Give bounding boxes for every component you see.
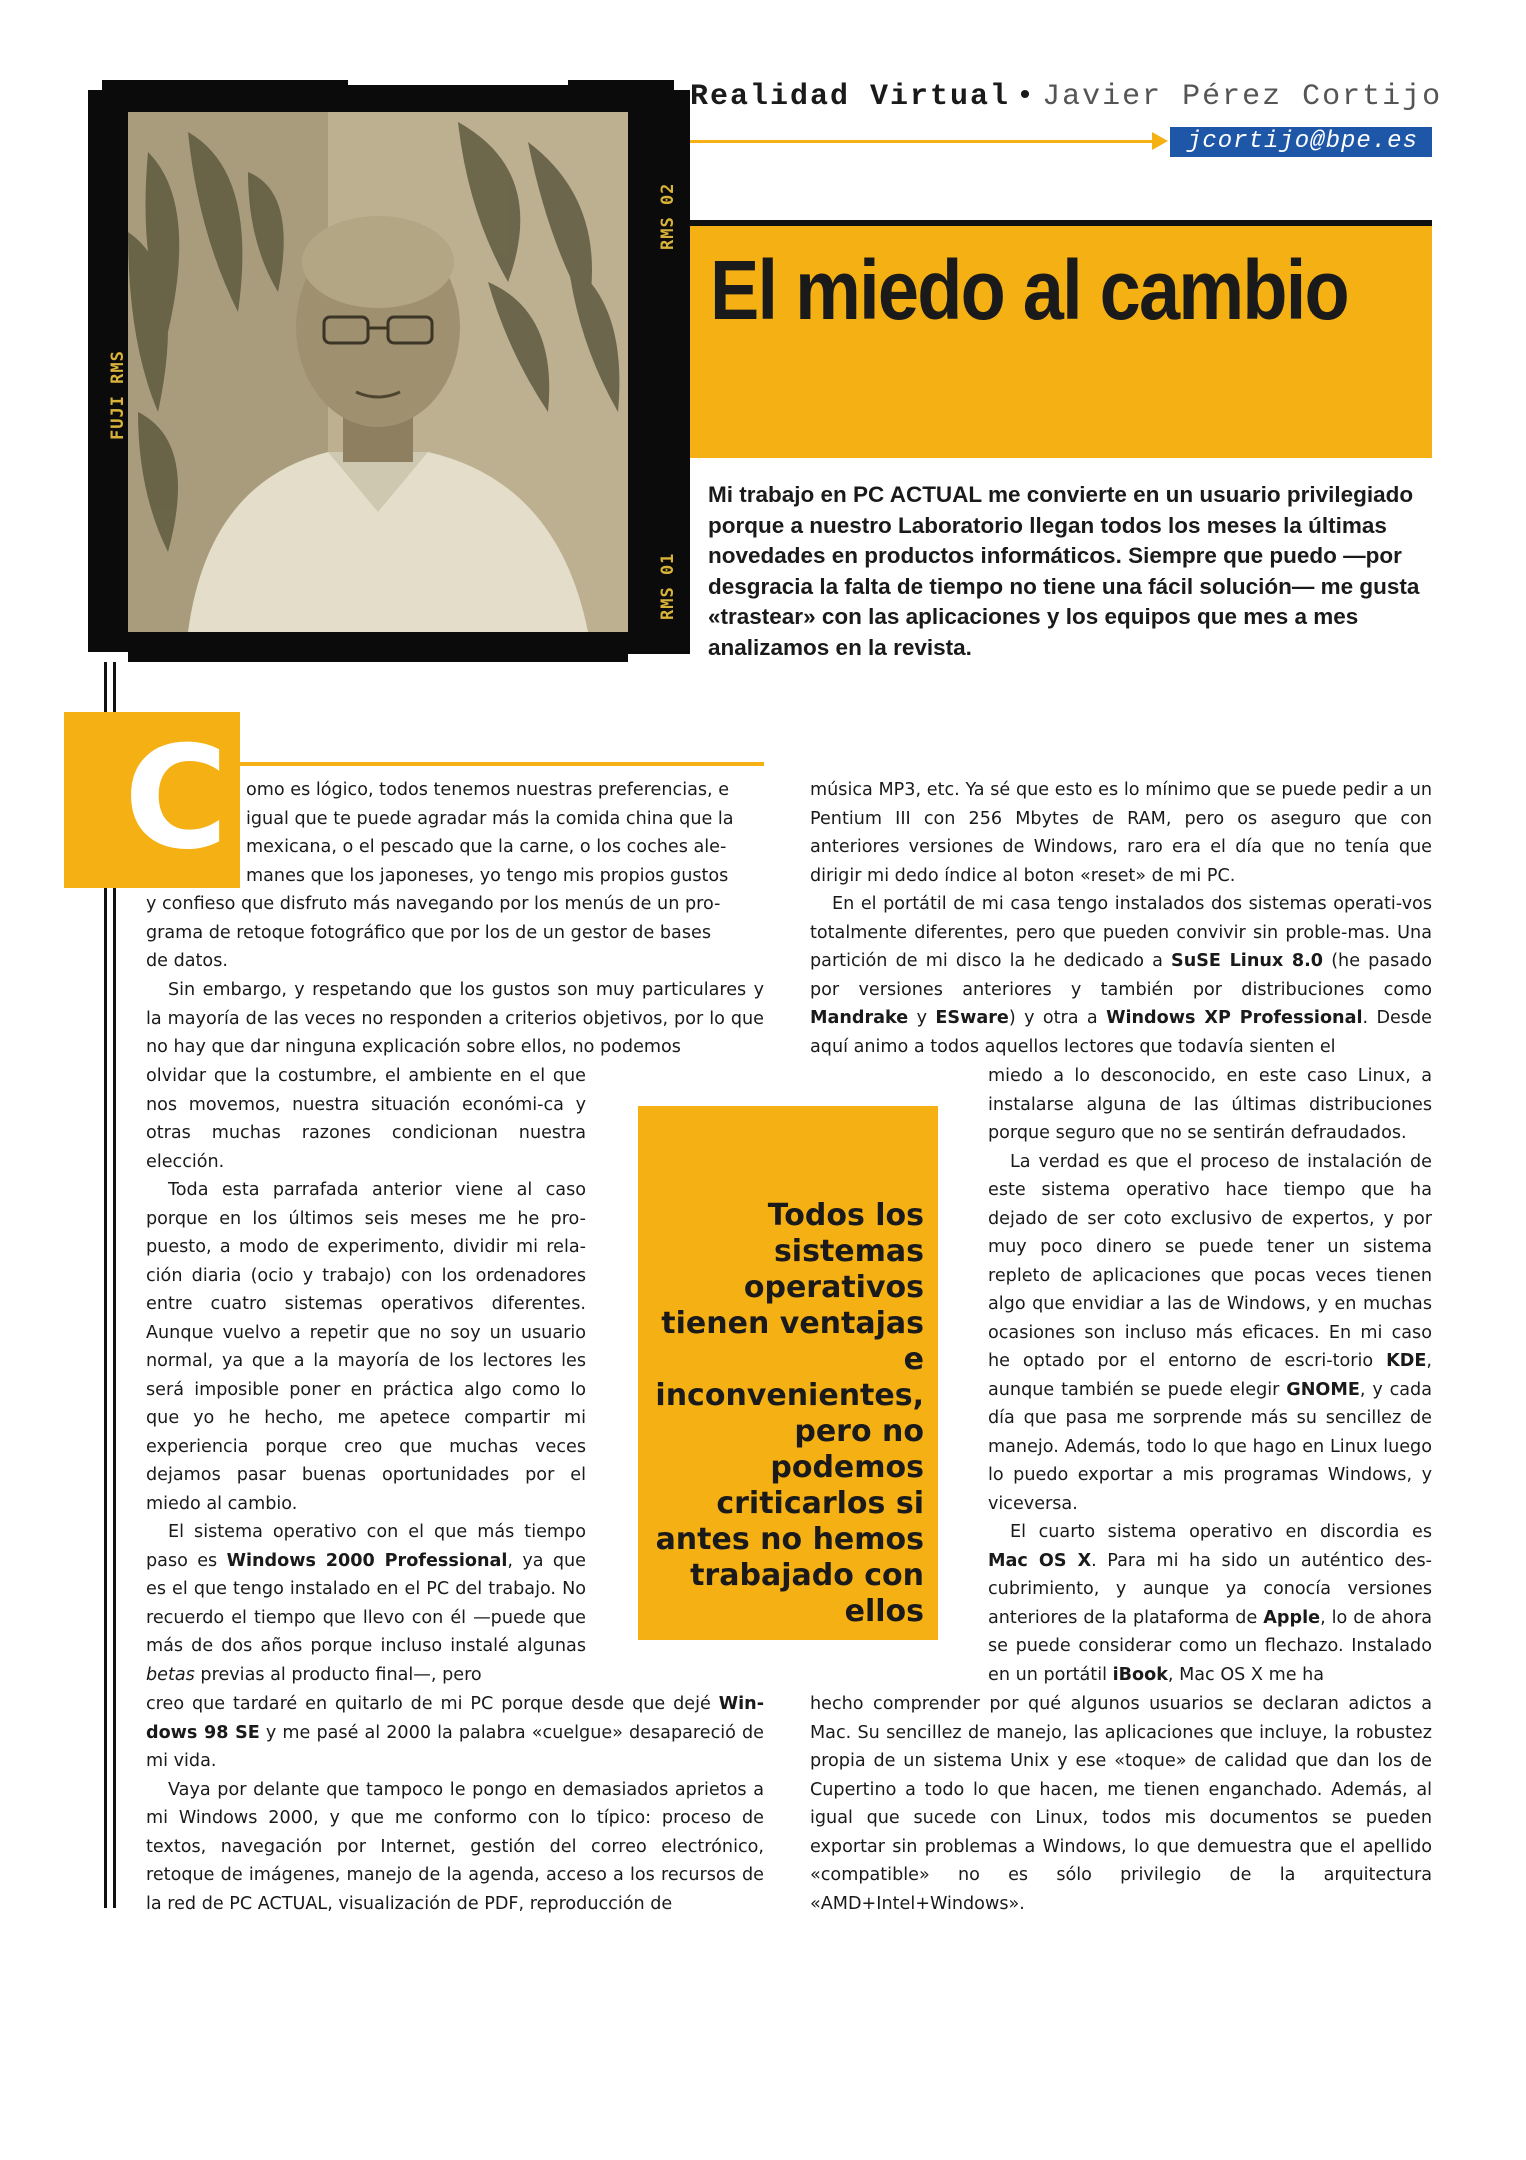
text-line: igual que te puede agradar más la comida china que la	[246, 808, 734, 829]
bold-term: GNOME	[1286, 1379, 1360, 1400]
author-portrait-image	[128, 112, 628, 632]
paragraph: música MP3, etc. Ya sé que esto es lo mínimo que se puede pedir a un Pentium III con 256 Mbytes de RAM, pero os aseguro que con anteriores versiones de Windows, raro era el día que no tenía que dirigir mi dedo índice al boton «reset» de mi PC.	[810, 780, 1432, 886]
paragraph	[988, 1148, 1432, 1519]
paragraph: Toda esta parrafada anterior viene al caso porque en los últimos seis meses me he pro-puesto, a modo de experimento, dividir mi rela-ción diaria (ocio y trabajo) con los ordenadores entre cuatro sistemas operativos diferentes. Aunque vuelvo a repetir que no soy un usuario normal, ya que a la mayoría de los lectores les será imposible poner en práctica algo como lo que yo he hecho, me apetece compartir mi experiencia porque creo que muchas veces dejamos pasar buenas oportunidades por el miedo al cambio.	[146, 1180, 586, 1514]
column-rule	[238, 762, 764, 766]
paragraph: miedo a lo desconocido, en este caso Linux, a instalarse alguna de las últimas distribuciones porque seguro que no se sentirán defraudados.	[988, 1066, 1432, 1143]
text-span: El cuarto sistema operativo en discordia es	[1010, 1522, 1432, 1542]
bold-term: Windows XP Professional	[1106, 1008, 1363, 1028]
text-line: de datos.	[146, 951, 228, 971]
col2-narrow-block	[988, 1062, 1432, 1689]
film-edge-text-right-top: RMS 02	[658, 182, 678, 250]
author-photo-frame	[88, 80, 690, 662]
bold-term: Mac OS X	[988, 1550, 1092, 1571]
paragraph	[146, 1690, 764, 1776]
bold-term: Windows 2000 Professional	[226, 1550, 508, 1571]
pull-quote-text: Todos los sistemas operativos tienen ventajas e inconvenientes, pero no podemos criticarlos si antes no hemos trabajado con ellos	[655, 1198, 924, 1629]
text-line: grama de retoque fotográfico que por los de un gestor de bases	[146, 922, 711, 943]
col1-intro-full	[146, 890, 764, 976]
text-span: (he pasado por versiones anteriores y también por distribuciones como	[810, 951, 1432, 1000]
text-span: La verdad es que el proceso de instalación de este sistema operativo hace tiempo que ha dejado de ser coto exclusivo de expertos, y por muy poco dinero se puede tener un sistema repleto de aplicaciones que pocas veces tienen algo que envidiar a las de Windows, y en muchas ocasiones son incluso más eficaces. En mi caso he optado por el entorno de escri-torio	[988, 1151, 1432, 1371]
col2-top-block	[810, 776, 1432, 1061]
text-span: En el portátil de mi casa tengo instalados dos sistemas operati-vos totalmente diferentes, pero que pueden convivir sin proble-mas. Una partición de mi disco la he dedicado a	[810, 894, 1432, 971]
film-edge-text-left: FUJI RMS	[108, 350, 128, 440]
text-line: manes que los japoneses, yo tengo mis propios gustos	[246, 865, 729, 886]
col1-narrow-block	[146, 1062, 586, 1689]
paragraph	[810, 890, 1432, 1061]
col1-paragraph-2-wide	[146, 976, 764, 1062]
author-photo	[128, 112, 628, 632]
text-span: creo que tardaré en quitarlo de mi PC porque desde que dejé	[146, 1694, 719, 1714]
paragraph	[988, 1518, 1432, 1689]
author-name: Javier Pérez Cortijo	[1042, 80, 1443, 114]
text-span: , lo de ahora se puede considerar como un flechazo. Instalado en un portátil	[988, 1607, 1432, 1685]
text-span: , y cada día que pasa me sorprende más su sencillez de manejo. Además, todo lo que hago en Linux luego lo puedo exportar a mis programas Windows, y viceversa.	[988, 1379, 1432, 1514]
bold-term: ESware	[935, 1008, 1009, 1028]
text-span: El sistema operativo con el que más tiempo paso es	[146, 1522, 586, 1571]
text-span: , ya que es el que tengo instalado en el PC del trabajo. No recuerdo el tiempo que llevo con él —puede que más de dos años porque incluso instalé algunas	[146, 1550, 586, 1656]
text-line: y confieso que disfruto más navegando por los menús de un pro-	[146, 894, 721, 914]
text-span: . Para mi ha sido un auténtico des-cubrimiento, y aunque ya conocía versiones anteriores de la plataforma de	[988, 1550, 1432, 1628]
paragraph	[146, 1518, 586, 1689]
header-separator: •	[1016, 80, 1037, 114]
text-line: mexicana, o el pescado que la carne, o los coches ale-	[246, 837, 727, 857]
paragraph: olvidar que la costumbre, el ambiente en el que nos movemos, nuestra situación económi-ca y otras muchas razones condicionan nuestra elección.	[146, 1066, 586, 1172]
pull-quote-box	[638, 1106, 938, 1640]
page-title: El miedo al cambio	[710, 243, 1348, 337]
article-header	[690, 80, 1443, 120]
italic-term: betas	[146, 1664, 195, 1685]
bold-term: SuSE Linux 8.0	[1171, 951, 1324, 971]
text-span: y	[908, 1008, 936, 1028]
paragraph: hecho comprender por qué algunos usuarios se declaran adictos a Mac. Su sencillez de manejo, las aplicaciones que incluye, la robustez propia de un sistema Unix y ese «toque» de calidad que dan los de Cupertino a todo lo que hacen, me tienen enganchado. Además, al igual que sucede con Linux, todos mis documentos se pueden exportar sin problemas a Windows, lo que demuestra que el apellido «compatible» no es sólo privilegio de la arquitectura «AMD+Intel+Windows».	[810, 1694, 1432, 1914]
title-block	[690, 220, 1432, 458]
col1-intro-indented	[246, 776, 764, 890]
bold-term: KDE	[1386, 1351, 1427, 1371]
text-span: , Mac OS X me ha	[1167, 1664, 1325, 1685]
text-span: ) y otra a	[1008, 1008, 1107, 1028]
film-edge-text-right-bottom: RMS 01	[658, 552, 678, 620]
author-email-link[interactable]: jcortijo@bpe.es	[1170, 127, 1432, 157]
drop-cap-letter: C	[124, 716, 229, 881]
bold-term: Apple	[1263, 1607, 1321, 1628]
section-name: Realidad Virtual	[690, 80, 1011, 114]
text-line: omo es lógico, todos tenemos nuestras preferencias, e	[246, 780, 730, 800]
bold-term: Win-dows 98 SE	[146, 1694, 764, 1743]
paragraph: Sin embargo, y respetando que los gustos son muy particulares y la mayoría de las veces no responden a criterios objetivos, por lo que no hay que dar ninguna explicación sobre ellos, no podemos	[146, 980, 764, 1057]
bold-term: iBook	[1112, 1664, 1168, 1685]
text-span: y me pasé al 2000 la palabra «cuelgue» desapareció de mi vida.	[146, 1722, 764, 1771]
text-span: . Desde aquí animo a todos aquellos lectores que todavía sienten el	[810, 1008, 1432, 1057]
lead-paragraph: Mi trabajo en PC ACTUAL me convierte en un usuario privilegiado porque a nuestro Laboratorio llegan todos los meses la últimas novedades en productos informáticos. Siempre que puedo —por desgracia la falta de tiempo no tiene una fácil solución— me gusta «trastear» con las aplicaciones y los equipos que mes a mes analizamos en la revista.	[708, 482, 1420, 660]
arrow-icon	[1152, 132, 1168, 150]
text-span: , aunque también se puede elegir	[988, 1351, 1432, 1400]
bold-term: Mandrake	[810, 1008, 909, 1028]
col1-bottom-block	[146, 1690, 764, 1918]
header-arrow-line	[690, 140, 1160, 143]
col2-bottom-block	[810, 1690, 1432, 1918]
paragraph: Vaya por delante que tampoco le pongo en demasiados aprietos a mi Windows 2000, y que me conformo con lo típico: proceso de textos, navegación por Internet, gestión del correo electrónico, retoque de imágenes, manejo de la agenda, acceso a los recursos de la red de PC ACTUAL, visualización de PDF, reproducción de	[146, 1779, 764, 1914]
text-span: previas al producto final—, pero	[194, 1664, 482, 1685]
